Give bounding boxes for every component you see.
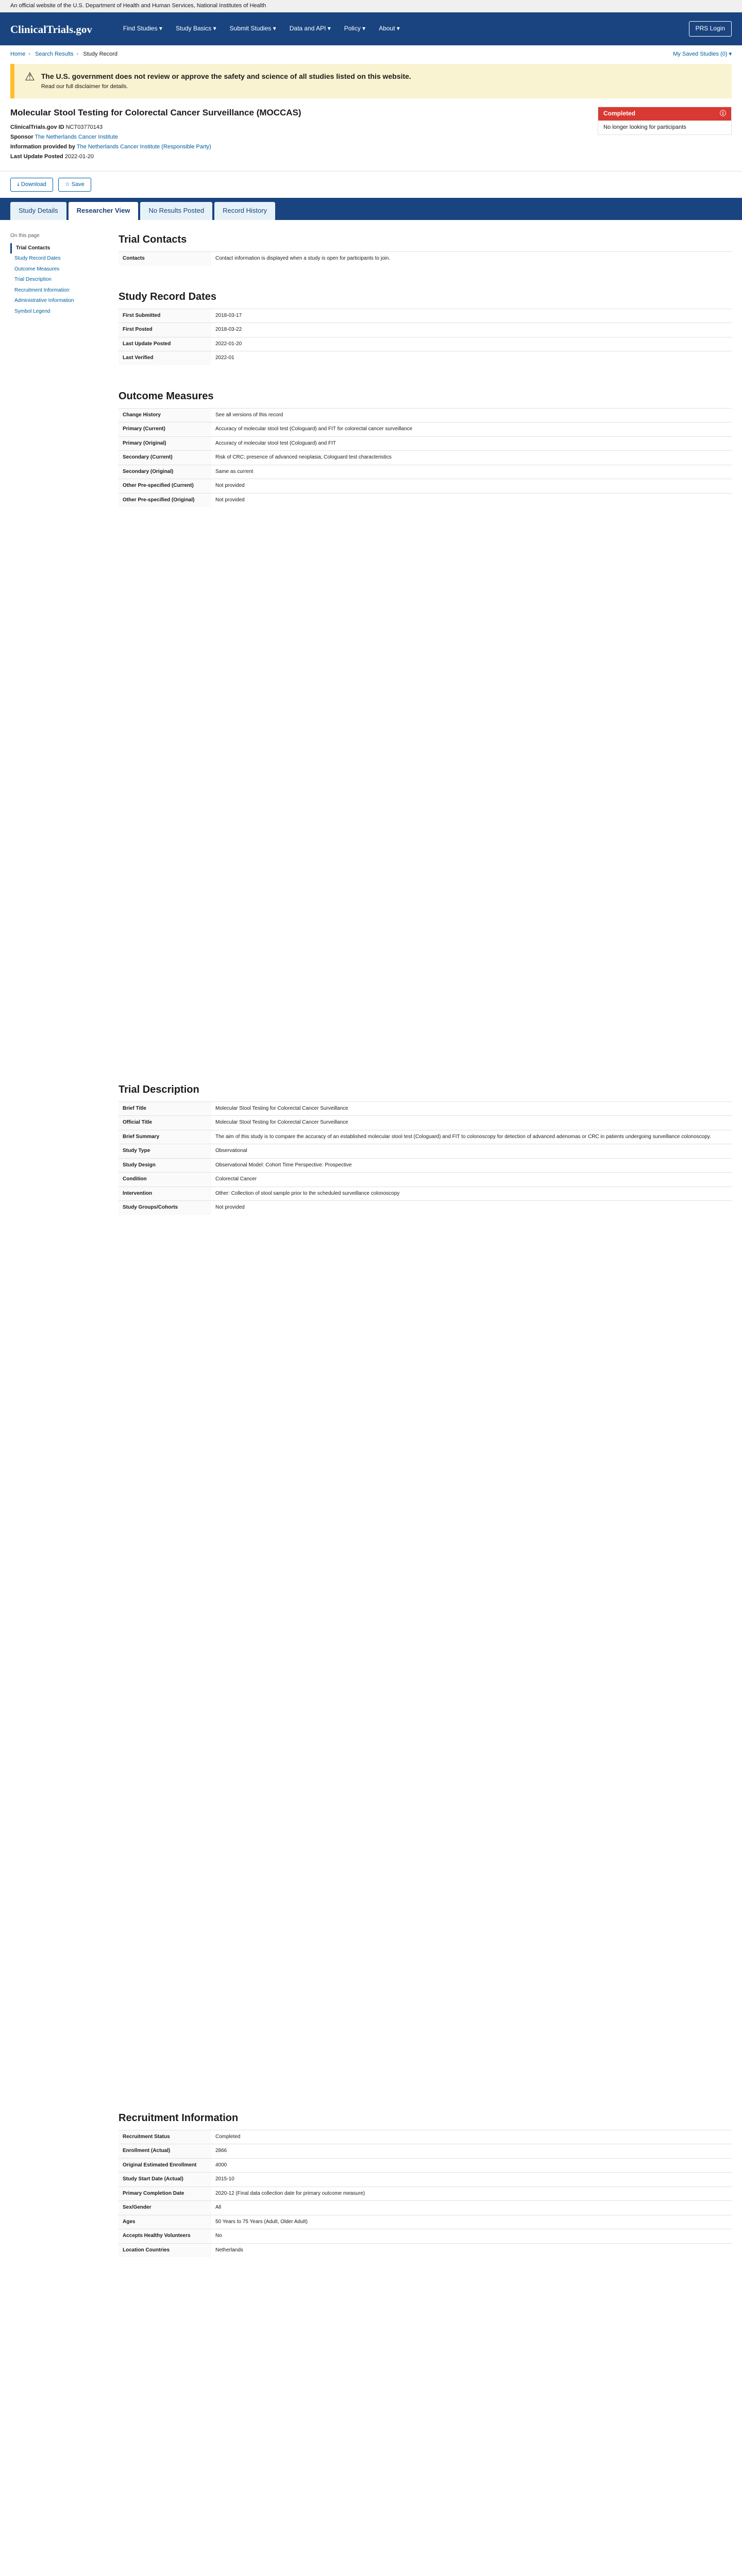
sidebar-link-administrative-information[interactable]: Administrative Information xyxy=(14,298,74,304)
breadcrumb-separator: › xyxy=(76,50,79,57)
table-row xyxy=(119,337,732,351)
updated-value: 2022-01-20 xyxy=(64,153,94,160)
row-label: Other Pre-specified (Current) xyxy=(119,479,211,494)
table-row xyxy=(119,2158,732,2173)
site-logo[interactable] xyxy=(10,22,92,36)
row-label: Study Type xyxy=(119,1144,211,1159)
sidebar-link-outcome-measures[interactable]: Outcome Measures xyxy=(14,266,60,272)
page-layout xyxy=(0,220,742,2576)
status-text: Completed xyxy=(603,110,636,117)
table-row xyxy=(119,408,732,422)
row-value: Not provided xyxy=(211,479,732,494)
section-description xyxy=(119,1082,732,2087)
table-row xyxy=(119,2215,732,2229)
tab-study-details[interactable]: Study Details xyxy=(10,202,66,220)
sidebar-title: On this page xyxy=(10,233,40,239)
row-label: Secondary (Original) xyxy=(119,465,211,479)
row-label: Secondary (Current) xyxy=(119,451,211,465)
table-row xyxy=(119,323,732,337)
sponsor-label: Sponsor xyxy=(10,133,33,140)
sponsor-line xyxy=(10,133,301,142)
row-value: Molecular Stool Testing for Colorectal Cancer Surveillance xyxy=(211,1116,732,1130)
save-button[interactable] xyxy=(58,178,91,192)
row-value: 50 Years to 75 Years (Adult, Older Adult) xyxy=(211,2215,732,2229)
info-label: Information provided by xyxy=(10,143,75,150)
table-row xyxy=(119,351,732,365)
row-label: Accepts Healthy Volunteers xyxy=(119,2229,211,2244)
row-value: Not provided xyxy=(211,1201,732,1215)
row-label: Enrollment (Actual) xyxy=(119,2144,211,2159)
table-row xyxy=(119,2243,732,2257)
table-row xyxy=(119,422,732,437)
row-value: All xyxy=(211,2201,732,2215)
table-row xyxy=(119,2187,732,2201)
tab-record-history[interactable]: Record History xyxy=(214,202,275,220)
outcomes-table xyxy=(119,408,732,507)
nav-about[interactable]: About ▾ xyxy=(379,25,400,32)
nav-find-studies[interactable]: Find Studies ▾ xyxy=(123,25,162,32)
section-title: Recruitment Information xyxy=(119,2112,239,2124)
table-row xyxy=(119,451,732,465)
updated-label: Last Update Posted xyxy=(10,153,63,160)
row-label: Location Countries xyxy=(119,2243,211,2257)
table-row xyxy=(119,436,732,451)
dates-table xyxy=(119,309,732,365)
table-row xyxy=(119,2173,732,2187)
row-label: Official Title xyxy=(119,1116,211,1130)
table-row xyxy=(119,1173,732,1187)
breadcrumb-separator: › xyxy=(28,50,31,57)
save-icon: ☆ xyxy=(64,181,72,188)
row-label: Other Pre-specified (Original) xyxy=(119,493,211,507)
row-label: Original Estimated Enrollment xyxy=(119,2158,211,2173)
sidebar-link-symbol-legend[interactable]: Symbol Legend xyxy=(14,308,50,314)
section-title: Study Record Dates xyxy=(119,291,217,302)
row-value: See all versions of this record xyxy=(211,408,732,422)
row-label: Brief Summary xyxy=(119,1130,211,1144)
row-value: 2018-03-17 xyxy=(211,309,732,323)
study-tabs xyxy=(0,198,742,220)
download-label: Download xyxy=(21,181,46,188)
warning-title: The U.S. government does not review or approve the safety and science of all studies listed on this website. xyxy=(41,72,411,80)
row-value: 2866 xyxy=(211,2144,732,2159)
table-row xyxy=(119,2201,732,2215)
study-id-line xyxy=(10,124,301,132)
row-label: Study Design xyxy=(119,1158,211,1173)
action-row xyxy=(0,172,742,198)
table-row xyxy=(119,493,732,507)
study-id-value: NCT03770143 xyxy=(65,124,103,130)
study-id-label: ClinicalTrials.gov ID xyxy=(10,124,64,130)
row-label: Ages xyxy=(119,2215,211,2229)
breadcrumb xyxy=(10,50,117,59)
section-recruitment xyxy=(119,2111,732,2576)
nav-data-api[interactable]: Data and API ▾ xyxy=(289,25,331,32)
row-value: Other: Collection of stool sample prior to the scheduled surveillance colonoscopy xyxy=(211,1187,732,1201)
row-value: Colorectal Cancer xyxy=(211,1173,732,1187)
row-value: The aim of this study is to compare the accuracy of an established molecular stool test (Cologuard) and FIT to colonoscopy for detection of advanced adenomas or CRC in patients undergoing surveillance colonoscopy. xyxy=(211,1130,732,1144)
row-value: Completed xyxy=(211,2130,732,2144)
row-value: 2020-12 (Final data collection date for primary outcome measure) xyxy=(211,2187,732,2201)
row-value: 2018-03-22 xyxy=(211,323,732,337)
saved-studies-link[interactable]: My Saved Studies (0) ▾ xyxy=(673,50,732,57)
nav-submit-studies[interactable]: Submit Studies ▾ xyxy=(229,25,276,32)
section-dates xyxy=(119,290,732,365)
row-value: 2015-10 xyxy=(211,2173,732,2187)
status-badge xyxy=(598,107,731,120)
logo-text[interactable]: ClinicalTrials.gov xyxy=(10,23,92,36)
warning-icon: ⚠ xyxy=(25,70,35,83)
prs-login-button[interactable]: PRS Login xyxy=(689,21,732,36)
updated-line xyxy=(10,153,301,161)
table-row xyxy=(119,1158,732,1173)
row-label: Primary (Original) xyxy=(119,436,211,451)
row-value: Molecular Stool Testing for Colorectal Cancer Surveillance xyxy=(211,1101,732,1116)
table-row xyxy=(119,1130,732,1144)
sidebar-link-trial-contacts[interactable]: Trial Contacts xyxy=(10,243,110,254)
row-value: Observational Model: Cohort Time Perspective: Prospective xyxy=(211,1158,732,1173)
row-label: Brief Title xyxy=(119,1101,211,1116)
disclaimer-warning xyxy=(10,64,732,98)
sponsor-link[interactable]: The Netherlands Cancer Institute xyxy=(35,133,118,140)
table-row xyxy=(119,1187,732,1201)
table-row xyxy=(119,2144,732,2159)
top-navbar xyxy=(0,12,742,45)
description-table xyxy=(119,1101,732,1215)
row-label: Primary Completion Date xyxy=(119,2187,211,2201)
row-label: Last Verified xyxy=(119,351,211,365)
row-value: No xyxy=(211,2229,732,2244)
row-label: Sex/Gender xyxy=(119,2201,211,2215)
row-label: Study Start Date (Actual) xyxy=(119,2173,211,2187)
breadcrumb-row xyxy=(0,45,742,64)
section-title: Trial Contacts xyxy=(119,234,187,246)
contacts-table xyxy=(119,251,732,266)
row-value: Netherlands xyxy=(211,2243,732,2257)
nav-policy[interactable]: Policy ▾ xyxy=(344,25,366,32)
row-value: 4000 xyxy=(211,2158,732,2173)
row-label: Condition xyxy=(119,1173,211,1187)
row-value: Contact information is displayed when a study is open for participants to join. xyxy=(211,252,732,266)
table-row xyxy=(119,1116,732,1130)
table-row xyxy=(119,465,732,479)
section-outcomes xyxy=(119,389,732,1059)
on-this-page-sidebar xyxy=(10,232,119,2576)
breadcrumb-study-record: Study Record xyxy=(83,50,118,57)
tab-no-results-posted[interactable]: No Results Posted xyxy=(140,202,212,220)
study-header xyxy=(0,98,742,171)
tab-researcher-view[interactable]: Researcher View xyxy=(69,202,139,220)
save-label: Save xyxy=(71,181,85,188)
breadcrumb-home[interactable]: Home xyxy=(10,50,26,57)
main-content xyxy=(119,232,732,2576)
table-row xyxy=(119,309,732,323)
info-icon[interactable]: ⓘ xyxy=(719,110,726,117)
status-note: No longer looking for participants xyxy=(603,124,686,130)
row-label: Change History xyxy=(119,408,211,422)
download-icon: ⤓ xyxy=(17,181,21,188)
table-row xyxy=(119,479,732,494)
row-value: Not provided xyxy=(211,493,732,507)
study-title: Molecular Stool Testing for Colorectal Cancer Surveillance (MOCCAS) xyxy=(10,108,301,118)
row-value: Observational xyxy=(211,1144,732,1159)
download-button[interactable] xyxy=(10,178,53,192)
sidebar-link-recruitment-information[interactable]: Recruitment Information xyxy=(14,287,70,293)
row-value: 2022-01 xyxy=(211,351,732,365)
row-label: First Submitted xyxy=(119,309,211,323)
row-value: Accuracy of molecular stool test (Cologuard) and FIT xyxy=(211,436,732,451)
row-value: Risk of CRC; presence of advanced neoplasia; Cologuard test characteristics xyxy=(211,451,732,465)
row-label: Recruitment Status xyxy=(119,2130,211,2144)
table-row xyxy=(119,252,732,266)
row-label: Last Update Posted xyxy=(119,337,211,351)
row-label: First Posted xyxy=(119,323,211,337)
section-title: Trial Description xyxy=(119,1083,199,1095)
table-row xyxy=(119,1144,732,1159)
recruitment-status-box xyxy=(598,107,732,135)
row-value: Same as current xyxy=(211,465,732,479)
table-row xyxy=(119,1201,732,1215)
sidebar-link-study-record-dates[interactable]: Study Record Dates xyxy=(14,256,61,262)
breadcrumb-search-results[interactable]: Search Results xyxy=(35,50,74,57)
table-row xyxy=(119,1101,732,1116)
sidebar-link-trial-description[interactable]: Trial Description xyxy=(14,277,52,283)
warning-subtitle: Read our full disclaimer for details. xyxy=(41,83,128,90)
info-line xyxy=(10,143,301,151)
row-label: Study Groups/Cohorts xyxy=(119,1201,211,1215)
row-label: Primary (Current) xyxy=(119,422,211,437)
table-row xyxy=(119,2130,732,2144)
section-title: Outcome Measures xyxy=(119,390,214,402)
row-label: Intervention xyxy=(119,1187,211,1201)
table-row xyxy=(119,2229,732,2244)
row-value: Accuracy of molecular stool test (Cologuard) and FIT for colorectal cancer surveillance xyxy=(211,422,732,437)
gov-banner xyxy=(0,0,742,12)
row-value: 2022-01-20 xyxy=(211,337,732,351)
recruitment-table xyxy=(119,2130,732,2258)
section-contacts xyxy=(119,232,732,266)
nav-study-basics[interactable]: Study Basics ▾ xyxy=(175,25,216,32)
row-label: Contacts xyxy=(119,252,211,266)
info-link[interactable]: The Netherlands Cancer Institute (Responsible Party) xyxy=(76,143,211,150)
gov-banner-text: An official website of the U.S. Department of Health and Human Services, National Institutes of Health xyxy=(10,3,266,9)
